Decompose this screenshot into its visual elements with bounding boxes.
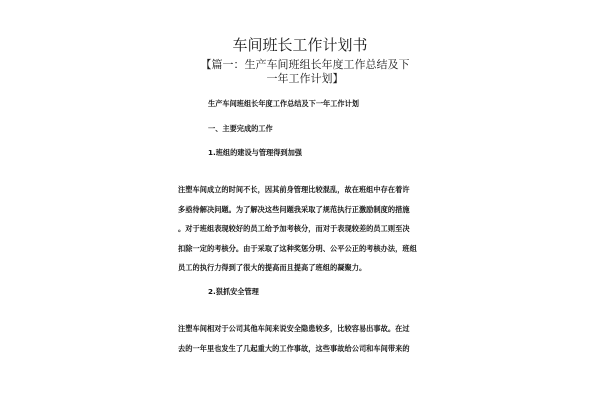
document-title: 车间班长工作计划书 (232, 36, 368, 54)
paragraph-line: 注塑车间相对于公司其他车间来说安全隐患较多，比较容易出事故。在过 (178, 324, 410, 333)
paragraph-line: 员工的执行力得到了很大的提高而且提高了班组的凝聚力。 (178, 263, 367, 272)
paragraph-line: 多亟待解决问题。为了解决这些问题我采取了规范执行正激励制度的措施 (178, 205, 410, 214)
paragraph-line: 去的一年里也发生了几起重大的工作事故，这些事故给公司和车间带来的 (178, 344, 410, 353)
document-subtitle: 【篇一：生产车间班组长年度工作总结及下一年工作计划】 (200, 58, 410, 85)
article-title: 生产车间班组长年度工作总结及下一年工作计划 (208, 99, 359, 108)
paragraph-line: 。对于班组表现较好的员工给予加考核分，而对于表现较差的员工则至决 (178, 224, 410, 233)
section-heading: 一、主要完成的工作 (208, 124, 273, 133)
paragraph-line: 扣除一定的考核分。由于采取了这种奖惩分明、公平公正的考核办法，班组 (178, 244, 417, 253)
subsection-heading: 1.班组的建设与管理得到加强 (208, 148, 302, 157)
paragraph-line: 注塑车间成立的时间不长，因其前身管理比较混乱，故在班组中存在着许 (178, 185, 410, 194)
subsection-heading: 2.狠抓安全管理 (208, 287, 259, 296)
